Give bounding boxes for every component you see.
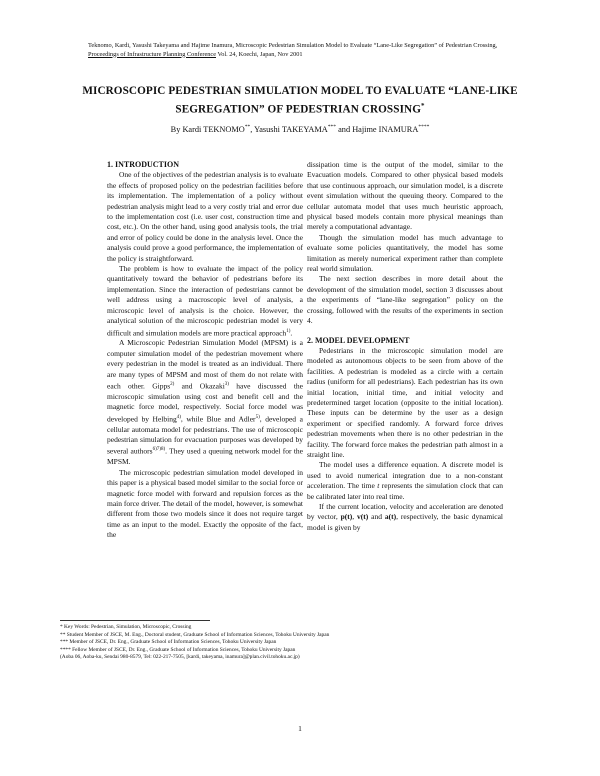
paragraph-text: If the current location, velocity and acceleration are denoted by vector, xyxy=(307,502,503,522)
section-heading-model-development: 2. MODEL DEVELOPMENT xyxy=(307,335,410,345)
footnote: ** Student Member of JSCE, M. Eng., Doctoral student, Graduate School of Information Sciences, Tohoku University Japan xyxy=(60,631,330,638)
header-line1: Teknomo, Kardi, Yasushi Takeyama and Hajime Inamura, Microscopic Pedestrian Simulation Model to Evaluate “Lane-Like Segregation” of xyxy=(88,42,444,49)
header-line2c: Vol. 24, Koechi, Japan, Nov 2001 xyxy=(216,50,303,58)
author-2-mark: *** xyxy=(327,124,337,130)
paragraph-text: The problem is how to evaluate the impact of the policy quantitatively toward the behavior of pedestrians before its implementation. Since the interaction of pedestrians cannot be well address using a macroscopic level of analysis, a microscopic level of analysis is the choice. However, the analytical solution of the microscopic pedestrian model is very difficult and simulation models are more practical approach xyxy=(107,264,303,337)
math-position: p(t) xyxy=(340,512,353,522)
paragraph: The next section describes in more detail about the development of the simulation model, section 3 discusses about the experiments of “lane-like segregation” policy on the crossing, followed with the results of the experiments in section 4. xyxy=(307,274,503,326)
title-footnote-mark: * xyxy=(421,102,425,110)
paragraph xyxy=(107,264,303,338)
paragraph-text: , while Blue and Adler xyxy=(180,414,256,424)
citation: 6)7)8) xyxy=(152,447,166,453)
paragraph-text: have discussed the microscopic simulation using cost and benefit cell and the magnetic force model, respectively. Social force model was developed by Helbing xyxy=(107,381,303,424)
citation: 3) xyxy=(224,382,229,388)
paragraph: Pedestrians in the microscopic simulation model are modeled as autonomous objects to be seen from above of the facilities. A pedestrian is modeled as a circle with a certain radius (uniform for all pedestrians). Each pedestrian has its own initial location, initial time, and initial velocity and predetermined target location (opposite to the initial location). These inputs can be determine by the user as a design experiment or specified randomly. A forward force drives pedestrian movements when there is no other pedestrian in the facility. The forward force makes the pedestrian path almost in a straight line. xyxy=(307,345,503,459)
authors-by: By xyxy=(170,124,183,134)
math-acceleration: a(t) xyxy=(384,512,397,522)
paragraph-text: A Microscopic Pedestrian Simulation Model (MPSM) is a computer simulation model of the pedestrian movement where every pedestrian in the model is treated as an individual. There are many types of MPSM and most of them do not relate with each other. Gipps xyxy=(107,338,303,391)
author-1-mark: ** xyxy=(244,124,251,130)
left-column xyxy=(107,160,303,541)
citation: 1) xyxy=(286,328,291,334)
author-line xyxy=(60,124,540,134)
paragraph-text: , xyxy=(352,512,358,522)
paper-title xyxy=(60,84,540,118)
author-1: Kardi TEKNOMO xyxy=(182,124,245,134)
paragraph-text: , respectively, the basic dynamical model is given by xyxy=(307,512,503,532)
paragraph: One of the objectives of the pedestrian analysis is to evaluate the effects of proposed policy on the pedestrian facilities before its implementation. The implementation of a policy without pedestrian analysis might lead to a very costly trial and error due to the implementation cost (i.e. user cost, construction time and cost, etc.). On the other hand, using good analysis tools, the trial and error of policy could be done in the analysis level. Once the analysis could prove a good performance, the implementation of the policy is straightforward. xyxy=(107,170,303,263)
footnote: (Aoba 06, Aoba-ku, Sendai 980-8579, Tel: 022-217-7505, [kardi, takeyama, inamura]@plan.civil.tohoku.ac.jp) xyxy=(60,654,300,660)
math-variable: t xyxy=(377,481,380,491)
author-3: Hajime INAMURA xyxy=(352,124,419,134)
footnote: *** Member of JSCE, Dr. Eng., Graduate School of Information Sciences, Tohoku University Japan xyxy=(60,639,277,645)
authors-sep1: , xyxy=(250,124,255,134)
header-proceedings: Proceedings of Infrastructure Planning Conference xyxy=(88,50,216,58)
footnote: **** Fellow Member of JSCE, Dr. Eng., Graduate School of Information Sciences, Tohoku University Japan xyxy=(60,646,296,653)
paragraph: dissipation time is the output of the model, similar to the Evacuation models. Compared to other physical based models that use continuous approach, our simulation model, is a discrete event simulation without the queuing theory. Compared to the cellular automata model that uses much heuristic approach, physical based models contain more physical meanings than merely a computational advantage. xyxy=(307,160,503,232)
title-line1: MICROSCOPIC PEDESTRIAN SIMULATION MODEL TO EVALUATE “LANE-LIKE xyxy=(82,85,518,97)
paragraph-text: . They used a queuing network model for the MPSM. xyxy=(107,446,303,467)
citation: 2) xyxy=(170,382,175,388)
paragraph-text: , developed a cellular automata model for pedestrians. The use of microscopic pedestrian simulation for evacuation purposes was developed by several authors xyxy=(107,414,303,456)
section-heading-introduction: 1. INTRODUCTION xyxy=(107,160,180,169)
footnotes xyxy=(60,624,500,662)
paragraph-text: . xyxy=(290,328,293,337)
title-line2: SEGREGATION” OF PEDESTRIAN CROSSING xyxy=(175,103,422,116)
footnote-divider xyxy=(60,620,210,621)
author-2: Yasushi TAKEYAMA xyxy=(254,124,328,134)
paragraph-text: represents the simulation clock that can be calibrated later into real time. xyxy=(307,481,503,501)
paragraph: Though the simulation model has much advantage to evaluate some policies quantitatively, the model has some limitation as merely numerical experiment rather than complete real world simulation. xyxy=(307,232,503,274)
authors-sep2: and xyxy=(336,124,353,134)
paragraph xyxy=(107,338,303,467)
header-line2a: Pedestrian Crossing, xyxy=(445,42,498,49)
citation: 5) xyxy=(255,414,260,420)
footnote: * Key Words: Pedestrian, Simulation, Microscopic, Crossing xyxy=(60,624,192,630)
math-velocity: v(t) xyxy=(357,512,369,522)
running-header xyxy=(88,42,528,59)
author-3-mark: **** xyxy=(418,124,430,130)
citation: 4) xyxy=(176,414,181,420)
paragraph-text: and Okazaki xyxy=(174,381,225,391)
right-column xyxy=(307,160,503,533)
paragraph-text: The model uses a difference equation. A discrete model is used to avoid numerical integration due to a non-constant acceleration. The time xyxy=(307,460,503,491)
page-number: 1 xyxy=(298,724,302,733)
paragraph xyxy=(307,502,503,533)
paragraph-text: and xyxy=(368,512,385,522)
paragraph xyxy=(307,460,503,502)
paragraph: The microscopic pedestrian simulation model developed in this paper is a physical based model similar to the social force or magnetic force model with forward and repulsion forces as the main force driver. The detail of the model, however, is somewhat different from those two models since it does not require target time as an input to the model. Exactly the opposite of the fact, the xyxy=(107,467,303,540)
